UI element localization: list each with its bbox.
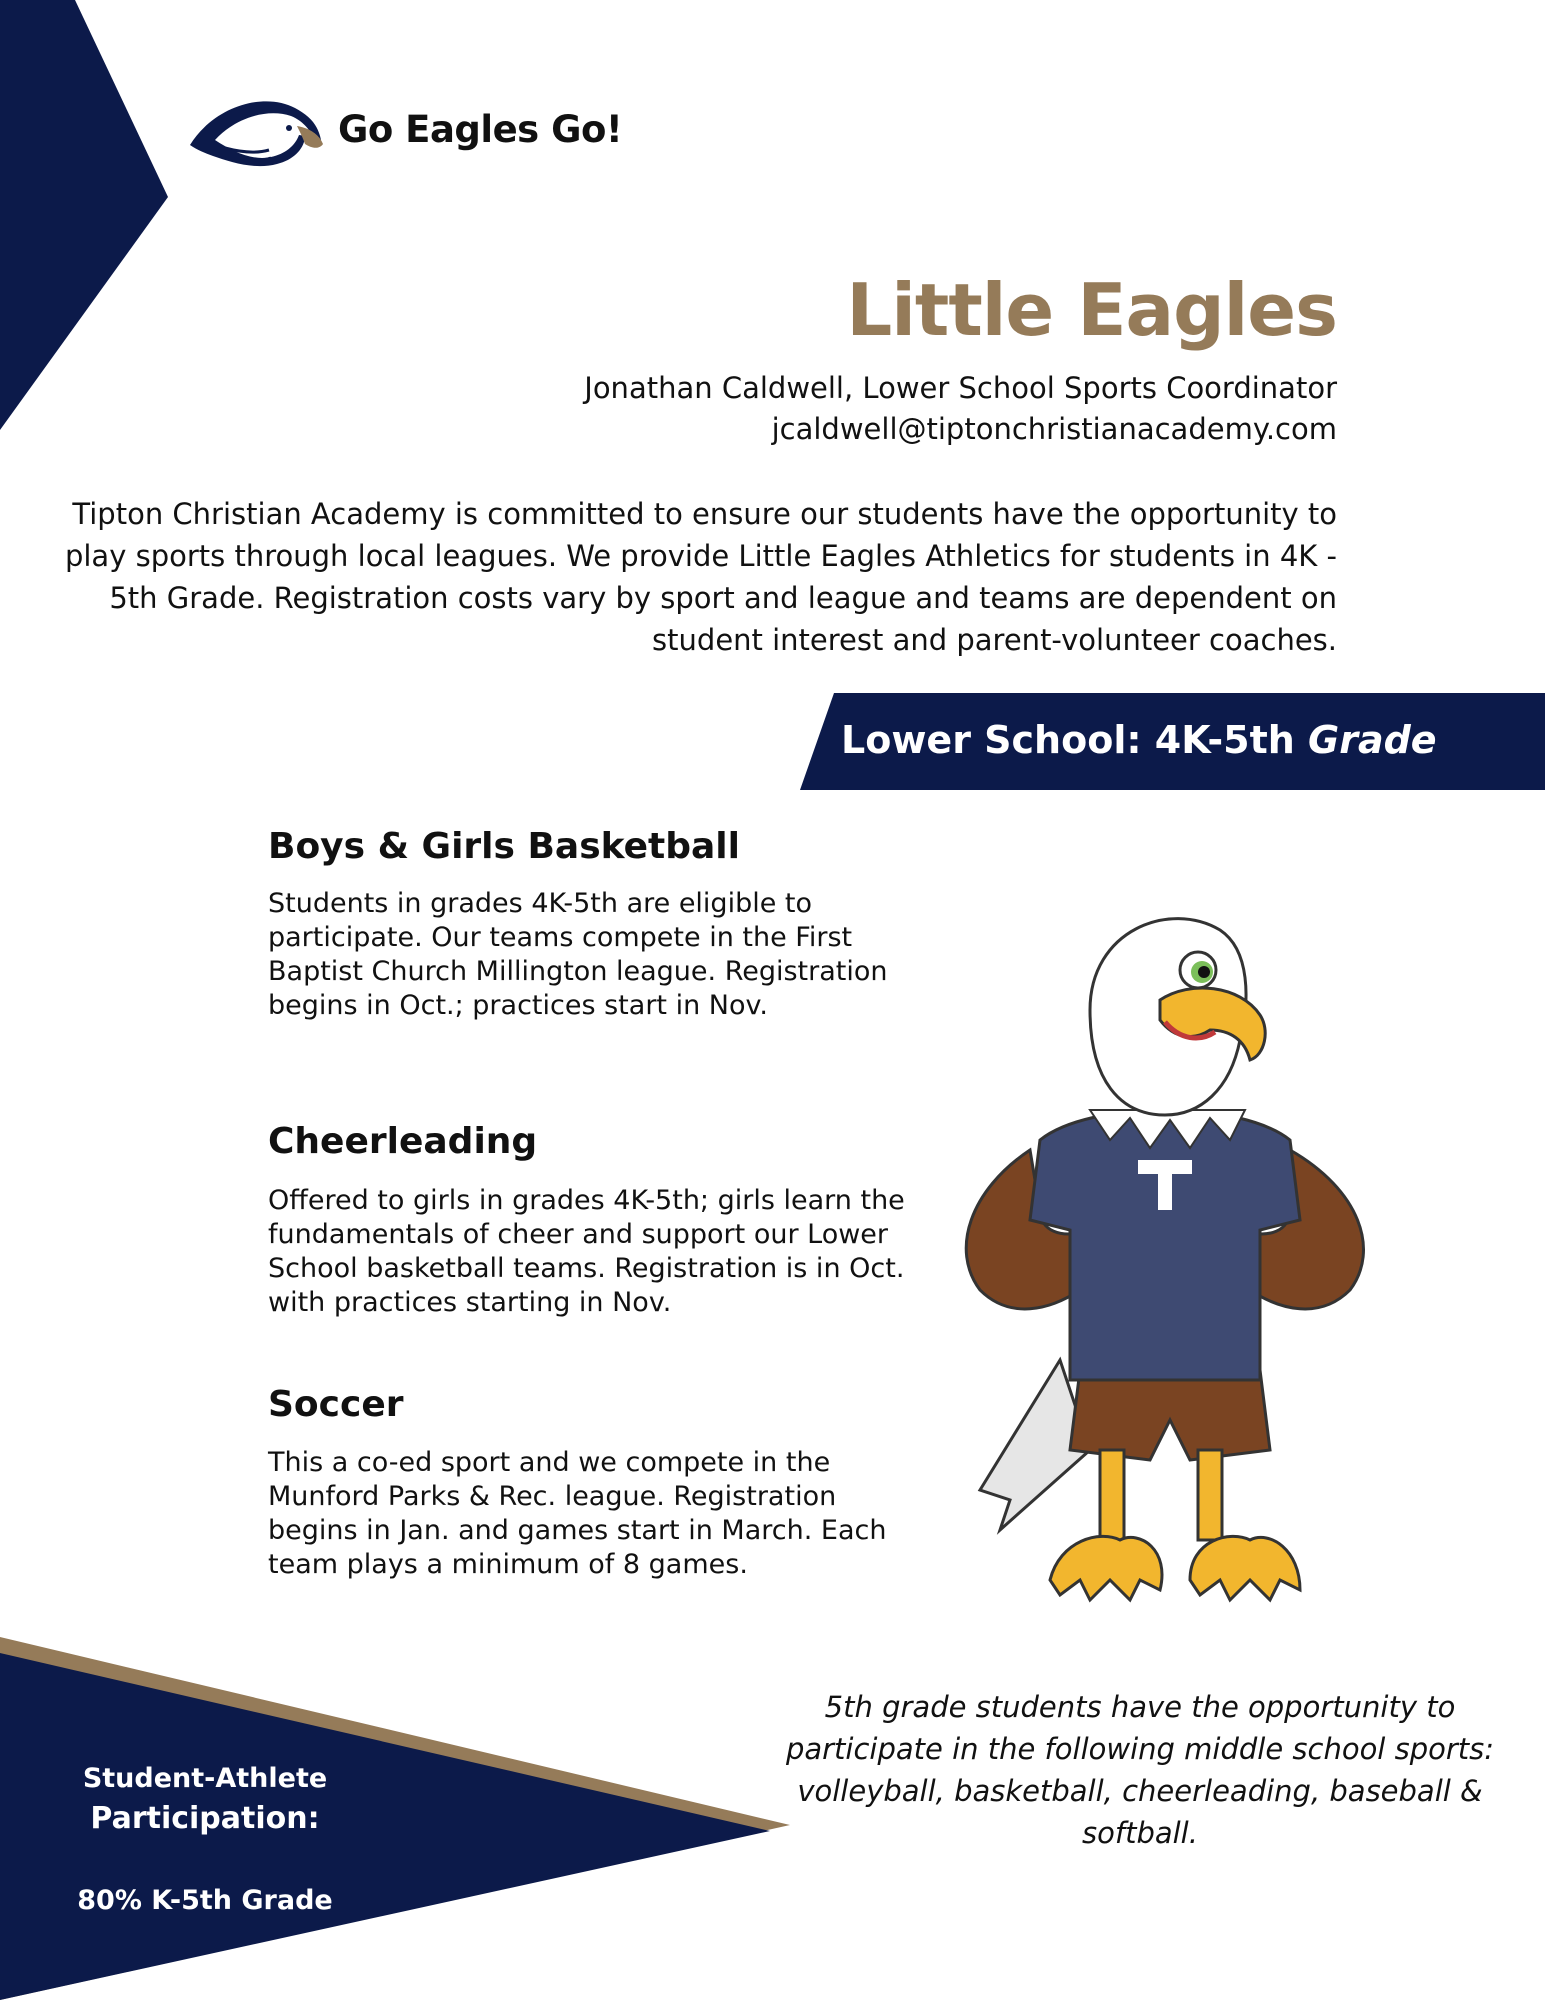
coordinator-email[interactable]: jcaldwell@tiptonchristianacademy.com xyxy=(771,412,1337,446)
sport-description-cheerleading: Offered to girls in grades 4K-5th; girls learn the fundamentals of cheer and support our Lower School basketball teams. Registration is in Oct. with practices starting in Nov. xyxy=(268,1185,905,1318)
section-heading-main: Lower School: 4K-5th xyxy=(841,718,1295,762)
top-left-navy-chevron xyxy=(0,0,170,430)
participation-value: 80% K-5th Grade xyxy=(77,1885,333,1916)
sport-description-basketball: Students in grades 4K-5th are eligible to participate. Our teams compete in the First Baptist Church Millington league. Registration begins in Oct.; practices start in Nov. xyxy=(268,888,888,1021)
coordinator-name: Jonathan Caldwell, Lower School Sports Coordinator xyxy=(584,371,1337,405)
slogan: Go Eagles Go! xyxy=(338,108,623,151)
intro-paragraph: Tipton Christian Academy is committed to ensure our students have the opportunity to play sports through local leagues. We provide Little Eagles Athletics for students in 4K - 5th Grade. Registration costs vary by sport and league and teams are dependent on student interest and parent-volunteer coaches. xyxy=(64,497,1337,657)
sport-description-soccer: This a co-ed sport and we compete in the Munford Parks & Rec. league. Registration begins in Jan. and games start in March. Each team plays a minimum of 8 games. xyxy=(268,1447,887,1580)
sport-heading-soccer: Soccer xyxy=(268,1384,404,1425)
sport-heading-cheerleading: Cheerleading xyxy=(268,1121,538,1162)
section-heading xyxy=(841,718,1437,762)
participation-label xyxy=(55,1760,355,1840)
eagle-head-logo-icon xyxy=(185,90,325,172)
participation-label-line1: Student-Athlete xyxy=(82,1763,328,1794)
middle-school-footnote: 5th grade students have the opportunity to participate in the following middle school sports: volleyball, basketball, cheerleading, baseball & softball. xyxy=(785,1690,1495,1850)
sport-heading-basketball: Boys & Girls Basketball xyxy=(268,826,740,867)
page-title: Little Eagles xyxy=(846,268,1337,352)
section-heading-italic: Grade xyxy=(1308,718,1437,762)
participation-label-line2: Participation: xyxy=(90,1801,320,1836)
eagle-mascot-icon xyxy=(940,890,1400,1620)
coordinator-block xyxy=(584,368,1337,450)
